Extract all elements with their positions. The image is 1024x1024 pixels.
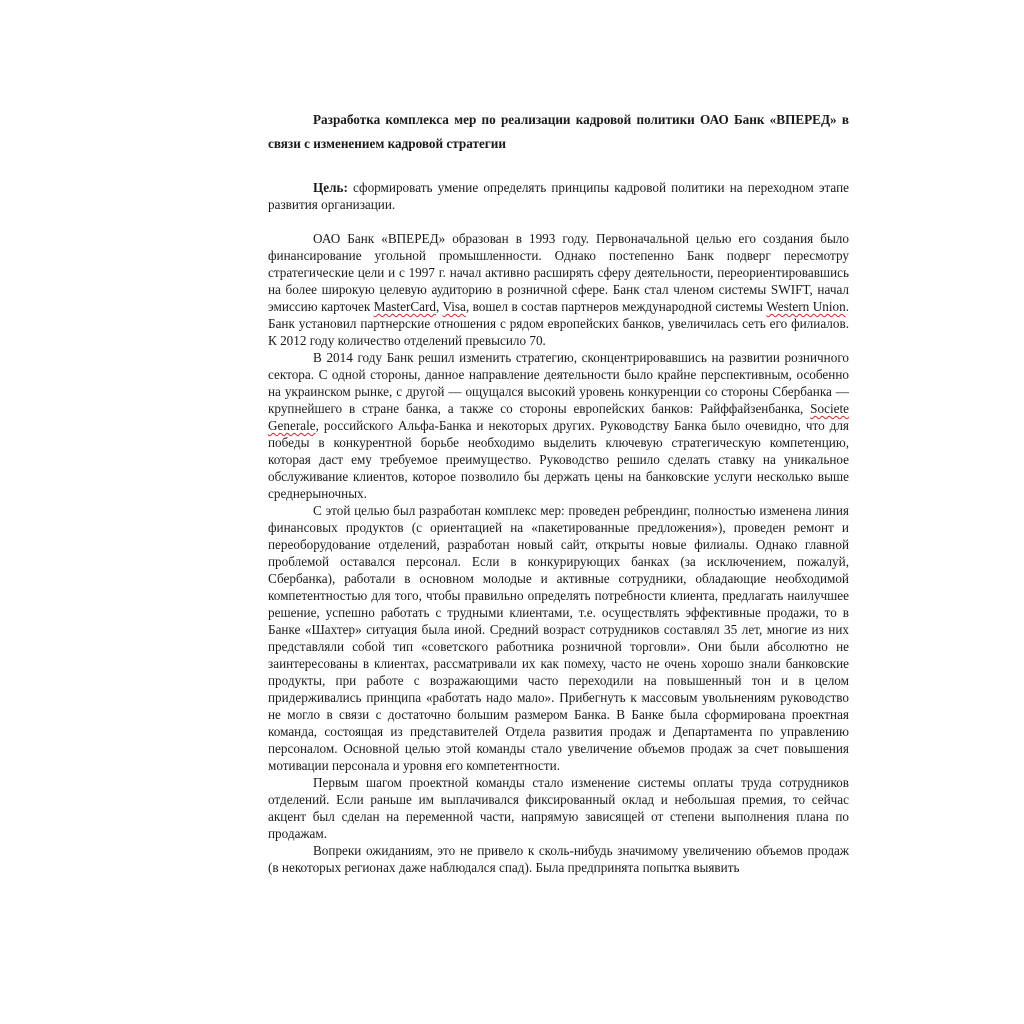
document-page — [268, 108, 849, 876]
spellcheck-word-visa: Visa — [442, 299, 466, 314]
paragraph-1 — [268, 230, 849, 349]
spellcheck-word-mastercard: MasterCard — [373, 299, 436, 314]
goal-paragraph — [268, 179, 849, 213]
paragraph-5: Вопреки ожиданиям, это не привело к сколь-нибудь значимому увеличению объемов продаж (в некоторых регионах даже наблюдался спад). Была предпринята попытка выявить — [268, 843, 849, 875]
paragraph-2-text-a: В 2014 году Банк решил изменить стратегию, сконцентрировавшись на развитии розничного сектора. С одной стороны, данное направление деятельности было крайне перспективным, особенно на украинском рынке, с другой — ощущался высокий уровень конкуренции со стороны Сбербанка — крупнейшего в стране банка, а также со стороны европейских банков: Райффайзенбанка, — [268, 350, 849, 416]
paragraph-2 — [268, 349, 849, 502]
spellcheck-word-societe-generale: Societe Generale — [268, 401, 849, 433]
paragraph-1-text-c: , вошел в состав партнеров международной системы — [465, 299, 767, 314]
paragraph-1-text-d: . Банк установил партнерские отношения с рядом европейских банков, увеличилась сеть его филиалов. К 2012 году количество отделений превысило 70. — [268, 299, 849, 348]
paragraph-3: С этой целью был разработан комплекс мер: проведен ребрендинг, полностью изменена линия финансовых продуктов (с ориентацией на «пакетированные предложения»), проведен ремонт и переоборудование отделений, разработан новый сайт, открыты новые филиалы. Однако главной проблемой оставался персонал. Если в конкурирующих банках (за исключением, пожалуй, Сбербанка), работали в основном молодые и активные сотрудники, обладающие необходимой компетентностью для того, чтобы правильно определять потребности клиента, предлагать наилучшее решение, успешно работать с трудными клиентами, т.е. осуществлять эффективные продажи, то в Банке «Шахтер» ситуация была иной. Средний возраст сотрудников составлял 35 лет, многие из них представляли собой тип «советского работника розничной торговли». Они были абсолютно не заинтересованы в клиентах, рассматривали их как помеху, часто не очень хорошо знали банковские продукты, при работе с возражающими часто переходили на повышенный тон и в целом придерживались принципа «работать надо мало». Прибегнуть к массовым увольнениям руководство не могло в связи с достаточно большим размером Банка. В Банке была сформирована проектная команда, состоящая из представителей Отдела развития продаж и Департамента по управлению персоналом. Основной целью этой команды стало увеличение объемов продаж за счет повышения мотивации персонала и уровня его компетентности. — [268, 503, 849, 773]
paragraph-2-text-b: , российского Альфа-Банка и некоторых других. Руководству Банка было очевидно, что для победы в конкурентной борьбе необходимо выделить ключевую стратегическую компетенцию, которая даст ему требуемое преимущество. Руководство решило сделать ставку на уникальное обслуживание клиентов, которое позволило бы держать цены на банковские услуги несколько выше среднерыночных. — [268, 418, 849, 501]
goal-text: сформировать умение определять принципы кадровой политики на переходном этапе развития организации. — [268, 180, 849, 212]
paragraph-4: Первым шагом проектной команды стало изменение системы оплаты труда сотрудников отделений. Если раньше им выплачивался фиксированный оклад и небольшая премия, то сейчас акцент был сделан на переменной части, напрямую зависящей от степени выполнения плана по продажам. — [268, 775, 849, 841]
document-body — [268, 230, 849, 876]
paragraph-1-text-a: ОАО Банк «ВПЕРЕД» образован в 1993 году. Первоначальной целью его создания было финансирование угольной промышленности. Однако постепенно Банк подверг пересмотру стратегические цели и с 1997 г. начал активно расширять сферу деятельности, переориентировавшись на более широкую целевую аудиторию в розничной сфере. Банк стал членом системы SWIFT, начал эмиссию карточек — [268, 231, 849, 314]
document-title: Разработка комплекса мер по реализации кадровой политики ОАО Банк «ВПЕРЕД» в связи с изменением кадровой стратегии — [268, 112, 849, 151]
goal-label: Цель: — [313, 180, 348, 195]
spellcheck-word-western-union: Western Union — [766, 299, 846, 314]
paragraph-1-text-b: , — [435, 299, 443, 314]
